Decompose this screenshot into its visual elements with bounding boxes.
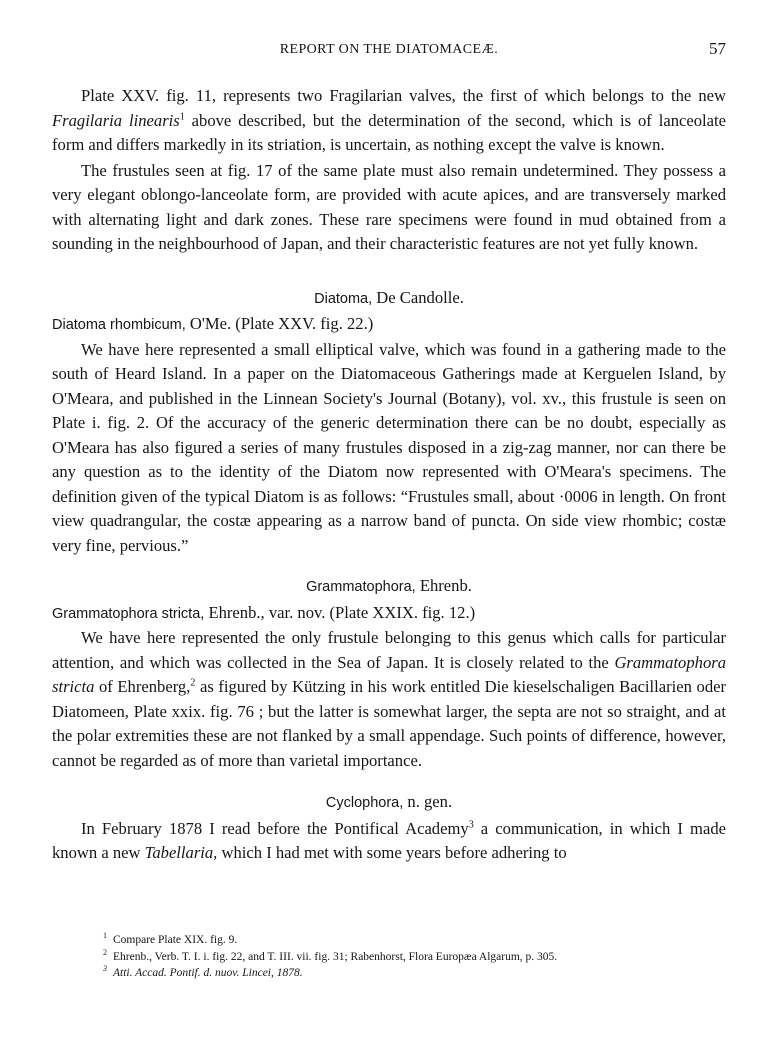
paragraph-text: In February 1878 I read before the Pontifical Academy <box>81 818 469 838</box>
running-head <box>52 39 726 66</box>
genus-authority: n. gen. <box>403 792 453 811</box>
species-italic: Fragilaria linearis <box>52 110 180 130</box>
genus-name: Diatoma, <box>314 290 373 307</box>
species-reference: Ehrenb., var. nov. (Plate XXIX. fig. 12.) <box>204 602 476 622</box>
paragraph-grammatophora <box>52 626 726 773</box>
section-heading-grammatophora <box>52 574 726 600</box>
footnote-text: Ehrenb., Verb. T. I. i. fig. 22, and T. III. vii. fig. 31; Rabenhorst, Flora Europæa Algarum, p. 305. <box>113 950 558 963</box>
footnote-mark: 3 <box>103 964 107 974</box>
footnote-2 <box>74 949 726 966</box>
footnote-3 <box>74 965 726 982</box>
paragraph-text: We have here represented the only frustule belonging to this genus which calls for particular attention, and which was collected in the Sea of Japan. It is closely related to the <box>52 628 726 672</box>
footnote-mark: 2 <box>103 947 107 957</box>
species-reference: O'Me. (Plate XXV. fig. 22.) <box>185 314 374 333</box>
footnotes <box>74 932 726 982</box>
paragraph-fragilaria <box>52 84 726 158</box>
genus-name: Grammatophora, <box>306 579 416 595</box>
genus-name: Cyclophora, <box>325 795 404 811</box>
footnote-mark: 1 <box>103 931 107 941</box>
paragraph-diatoma: We have here represented a small elliptical valve, which was found in a gathering made to the south of Heard Island. In a paper on the Diatomaceous Gatherings made at Kerguelen Island, by O'Meara, and published in the Linnean Society's Journal (Botany), vol. xv., this frustule is seen on Plate i. fig. 2. Of the accuracy of the generic determination there can be no doubt, especially as O'Meara has also figured a series of many frustules disposed in a zig-zag manner, nor can there be any question as to the identity of the Diatom now represented with O'Meara's specimens. The definition given of the typical Diatom is as follows: “Frustules small, about ·0006 in length. On front view quadrangular, the costæ appearing as a narrow band of puncta. On side view rhombic; costæ very fine, pervious.” <box>52 339 726 555</box>
body-text <box>52 84 726 866</box>
footnote-text: Atti. Accad. Pontif. d. nuov. Lincei, 1878. <box>113 967 303 979</box>
paragraph-text: Plate XXV. fig. 11, represents two Fragilarian valves, the first of which belongs to the new <box>81 86 726 105</box>
species-name: Diatoma rhombicum, <box>52 317 186 333</box>
species-name: Grammatophora stricta, <box>52 605 205 622</box>
footnote-ref: 3 <box>468 818 474 830</box>
genus-authority: De Candolle. <box>372 287 464 307</box>
paragraph-cyclophora <box>52 817 726 866</box>
running-title: REPORT ON THE DIATOMACEÆ. <box>279 42 499 57</box>
paragraph-text: of Ehrenberg, <box>94 677 191 696</box>
footnote-1 <box>74 932 726 949</box>
genus-authority: Ehrenb. <box>415 576 472 595</box>
paragraph-text: a communication, in which I made known a new <box>52 818 726 862</box>
species-italic: Grammatophora stricta <box>52 652 726 696</box>
species-heading-grammatophora <box>52 601 726 627</box>
paragraph-text: which I had met with some years before adhering to <box>217 843 567 862</box>
genus-italic: Tabellaria, <box>144 843 218 862</box>
page-number: 57 <box>709 39 726 58</box>
section-heading-diatoma <box>52 286 726 312</box>
footnote-ref: 1 <box>179 110 185 122</box>
paragraph-text: as figured by Kützing in his work entitled Die kieselschaligen Bacillarien oder Diatomeen, Plate xxix. fig. 76 ; but the latter is somewhat larger, the septa are not so straight, and at the polar extremities these are not flanked by a small appendage. Such points of difference, however, cannot be regarded as of more than varietal importance. <box>52 677 727 770</box>
footnote-text: Compare Plate XIX. fig. 9. <box>113 934 238 946</box>
section-heading-cyclophora <box>52 790 726 816</box>
paragraph-text: above described, but the determination of the second, which is of lanceolate form and differs markedly in its striation, is uncertain, as nothing except the valve is known. <box>52 110 726 154</box>
paragraph-undetermined: The frustules seen at fig. 17 of the same plate must also remain undetermined. They possess a very elegant oblongo-lanceolate form, are provided with acute apices, and are transversely marked with alternating light and dark zones. These rare specimens were found in mud obtained from a sounding in the neighbourhood of Japan, and their characteristic features are not yet fully known. <box>52 160 726 253</box>
footnote-ref: 2 <box>190 677 196 689</box>
species-heading-diatoma <box>52 312 726 338</box>
